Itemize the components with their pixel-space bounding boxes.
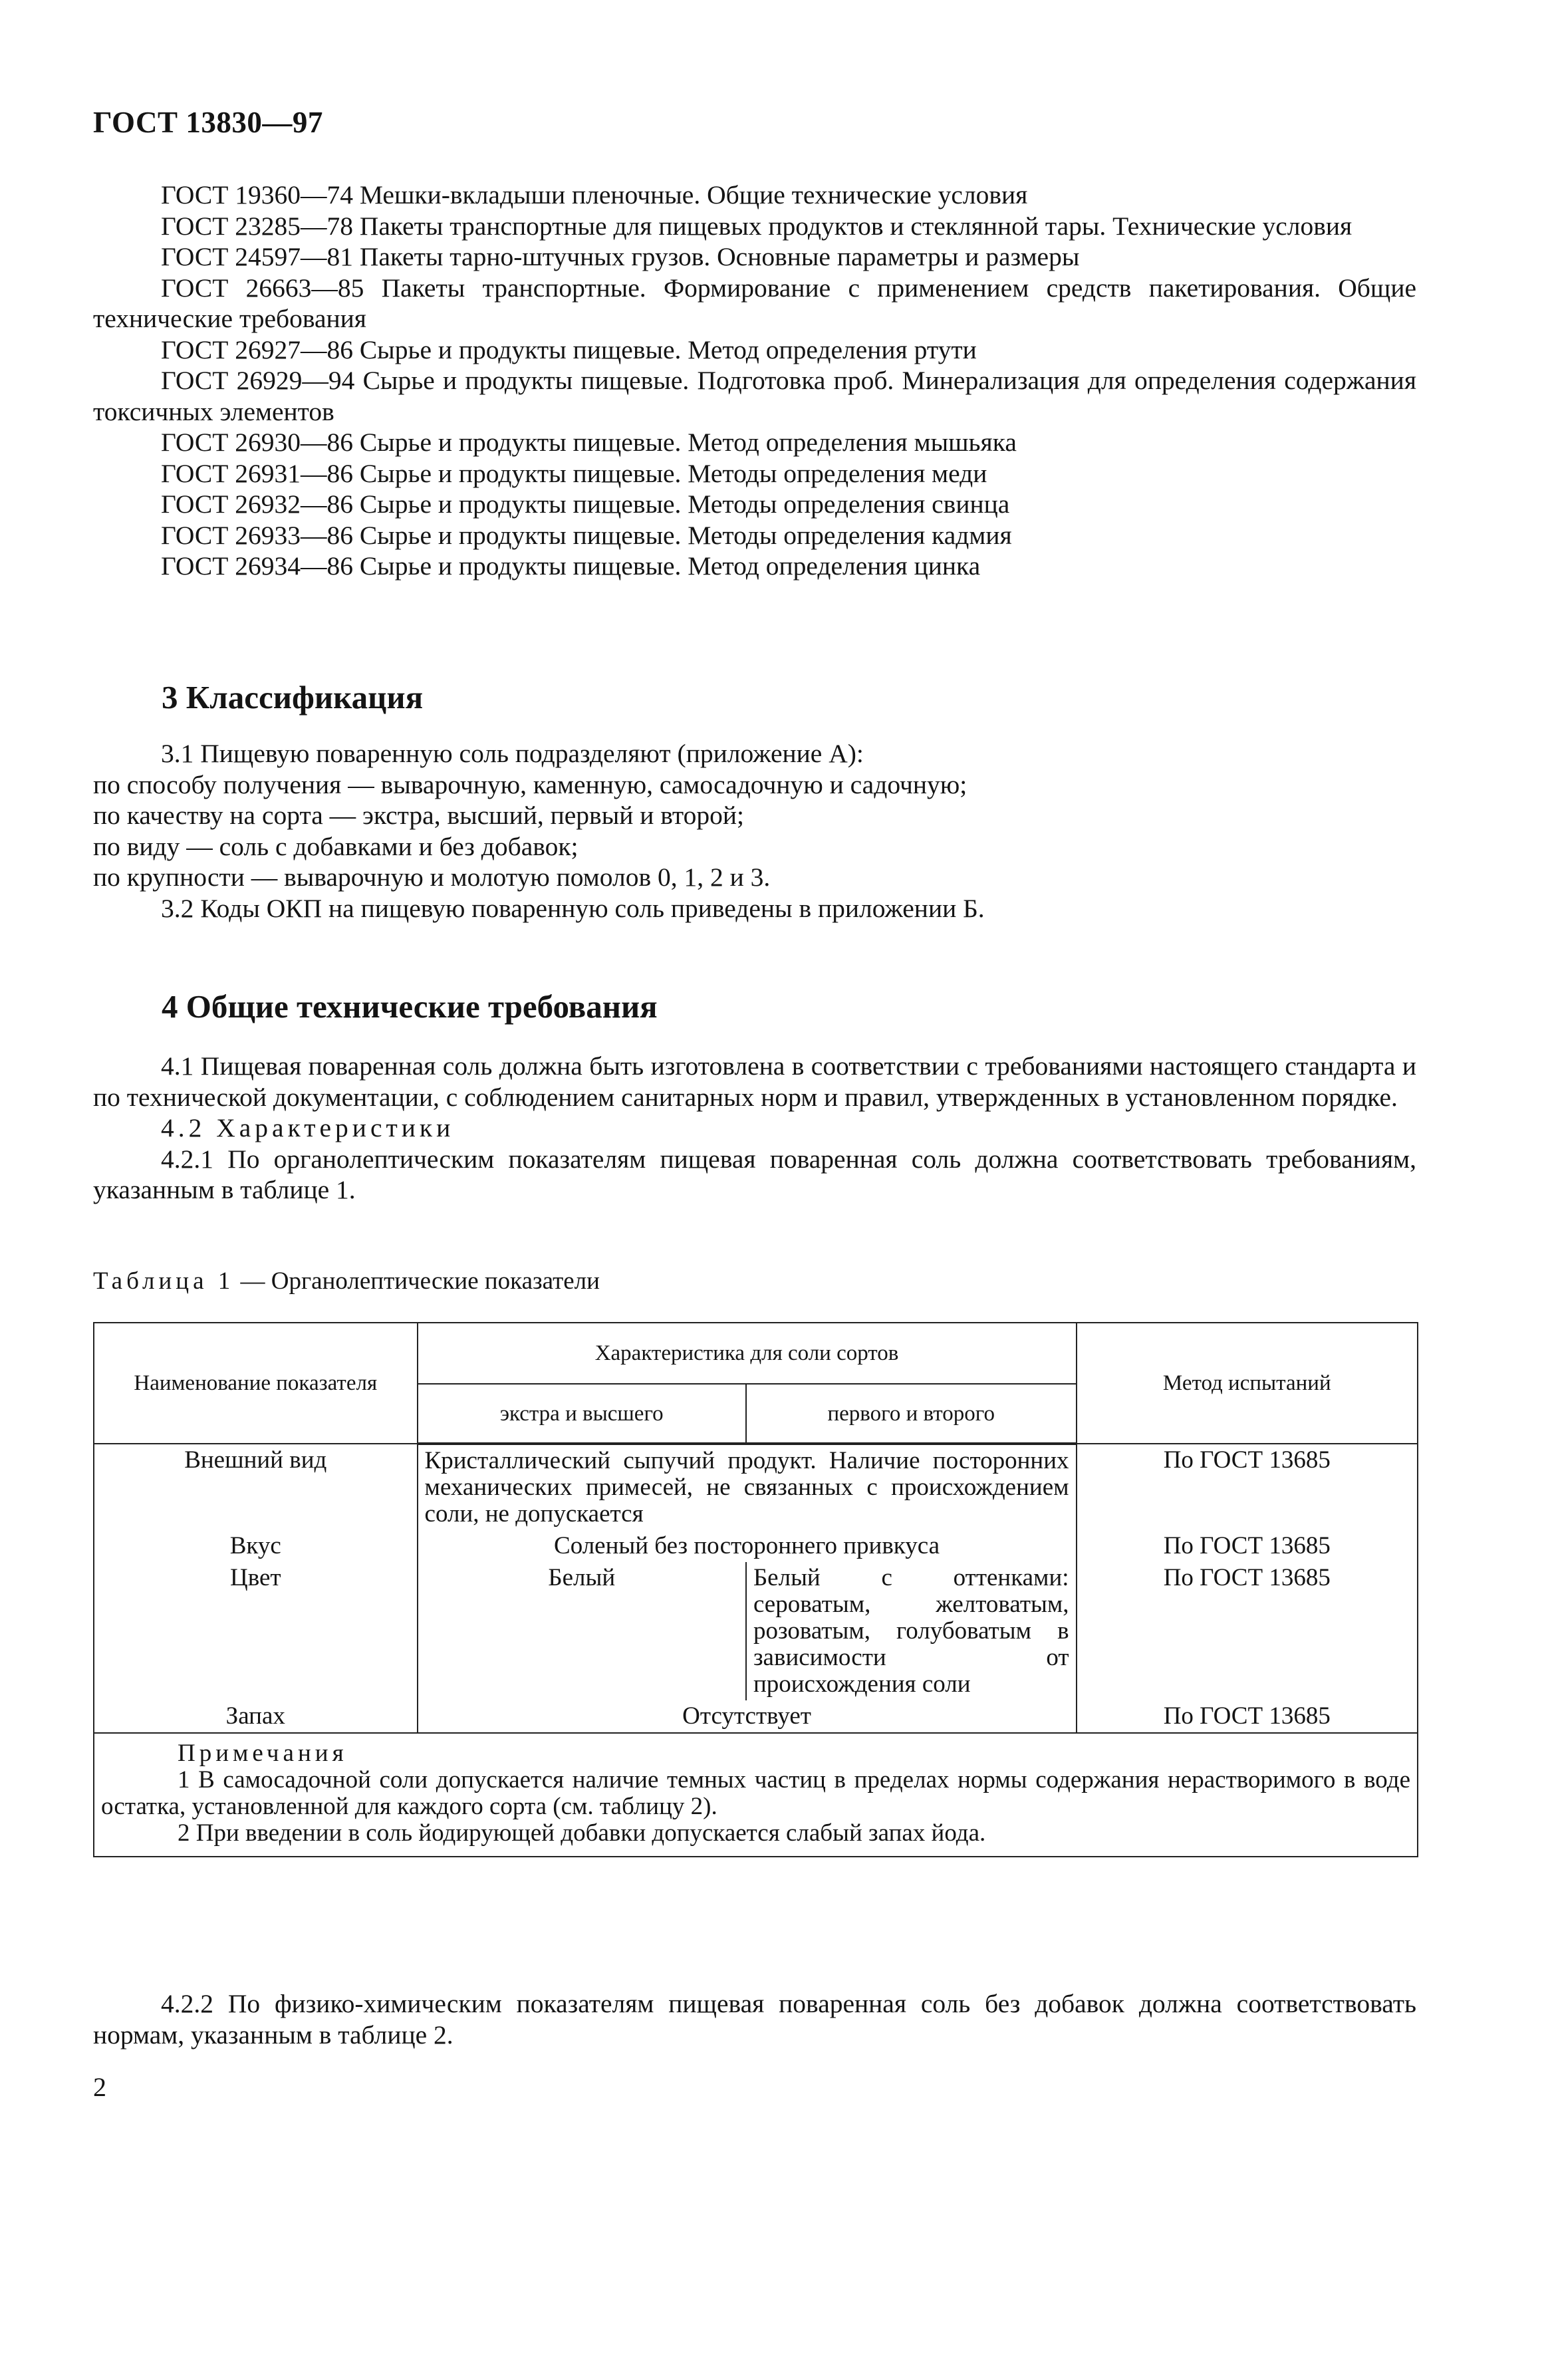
cell-indicator: Вкус [94, 1530, 418, 1562]
section-4-body [93, 1051, 1416, 1206]
clause-4-2-1: 4.2.1 По органолептическим показателям пищевая поваренная соль должна соответствовать требованиям, указанным в таблице 1. [93, 1144, 1416, 1204]
classification-line: по способу получения — выварочную, каменную, самосадочную и садочную; [93, 769, 967, 799]
header-test-method: Метод испытаний [1077, 1323, 1418, 1444]
normative-references [93, 180, 1416, 582]
notes-row [94, 1733, 1418, 1857]
table-1-label: Таблица 1 [93, 1267, 235, 1295]
section-3-body [93, 738, 1416, 924]
classification-line: по крупности — выварочную и молотую помолов 0, 1, 2 и 3. [93, 862, 771, 892]
cell-method: По ГОСТ 13685 [1077, 1562, 1418, 1700]
table-notes [94, 1733, 1418, 1857]
table-row [94, 1562, 1418, 1700]
cell-grade-extra: Белый [418, 1562, 746, 1700]
clause-4-1: 4.1 Пищевая поваренная соль должна быть изготовлена в соответствии с требованиями настоящего стандарта и по технической документации, с соблюдением санитарных норм и правил, утвержденных в установленном порядке. [93, 1051, 1416, 1112]
clause-3-1: 3.1 Пищевую поваренную соль подразделяют (приложение А): [161, 739, 864, 768]
clause-4-2-2: 4.2.2 По физико-химическим показателям пищевая поваренная соль без добавок должна соответствовать нормам, указанным в таблице 2. [93, 1989, 1416, 2049]
header-grade-first: первого и второго [746, 1384, 1077, 1444]
cell-characteristic: Отсутствует [418, 1700, 1077, 1733]
header-characteristic: Характеристика для соли сортов [418, 1323, 1077, 1384]
cell-method: По ГОСТ 13685 [1077, 1700, 1418, 1733]
reference-item: ГОСТ 26929—94 Сырье и продукты пищевые. Подготовка проб. Минерализация для определения содержания токсичных элементов [93, 366, 1416, 426]
cell-characteristic: Кристаллический сыпучий продукт. Наличие посторонних механических примесей, не связанных с происхождением соли, не допускается [418, 1444, 1077, 1530]
cell-characteristic: Соленый без постороннего привкуса [418, 1530, 1077, 1562]
reference-item: ГОСТ 23285—78 Пакеты транспортные для пищевых продуктов и стеклянной тары. Технические условия [161, 211, 1352, 241]
cell-method: По ГОСТ 13685 [1077, 1530, 1418, 1562]
page-number: 2 [93, 2072, 106, 2102]
header-grade-extra: экстра и высшего [418, 1384, 746, 1444]
table-row [94, 1530, 1418, 1562]
reference-item: ГОСТ 24597—81 Пакеты тарно-штучных грузов. Основные параметры и размеры [161, 242, 1080, 271]
section-4-heading: 4 Общие технические требования [162, 988, 658, 1025]
reference-item: ГОСТ 26931—86 Сырье и продукты пищевые. Методы определения меди [161, 458, 987, 488]
clause-4-2: 4.2 Характеристики [161, 1113, 455, 1142]
cell-method: По ГОСТ 13685 [1077, 1444, 1418, 1530]
notes-title: Примечания [178, 1740, 348, 1767]
table-1-caption [93, 1267, 600, 1295]
reference-item: ГОСТ 26663—85 Пакеты транспортные. Формирование с применением средств пакетирования. Общие технические требования [93, 273, 1416, 333]
classification-line: по качеству на сорта — экстра, высший, первый и второй; [93, 801, 745, 830]
table-1-title: — Органолептические показатели [234, 1267, 600, 1295]
reference-item: ГОСТ 26934—86 Сырье и продукты пищевые. Метод определения цинка [161, 551, 981, 581]
organoleptic-table [93, 1322, 1418, 1857]
clause-4-2-2-block [93, 1988, 1416, 2050]
reference-item: ГОСТ 19360—74 Мешки-вкладыши пленочные. Общие технические условия [161, 180, 1028, 209]
header-indicator-name: Наименование показателя [94, 1323, 418, 1444]
classification-line: по виду — соль с добавками и без добавок; [93, 831, 579, 861]
cell-grade-first: Белый с оттенками: сероватым, желтоватым, розоватым, голубоватым в зависимости от происхождения соли [746, 1562, 1077, 1700]
note-item: 1 В самосадочной соли допускается наличие темных частиц в пределах нормы содержания нерастворимого в воде остатка, установленной для каждого сорта (см. таблицу 2). [101, 1766, 1410, 1820]
cell-indicator: Внешний вид [94, 1444, 418, 1530]
table-row [94, 1700, 1418, 1733]
clause-3-2: 3.2 Коды ОКП на пищевую поваренную соль приведены в приложении Б. [161, 893, 985, 923]
reference-item: ГОСТ 26933—86 Сырье и продукты пищевые. Методы определения кадмия [161, 520, 1012, 550]
cell-indicator: Запах [94, 1700, 418, 1733]
cell-indicator: Цвет [94, 1562, 418, 1700]
reference-item: ГОСТ 26932—86 Сырье и продукты пищевые. Методы определения свинца [161, 489, 1010, 519]
section-3-heading: 3 Классификация [162, 679, 424, 716]
reference-item: ГОСТ 26927—86 Сырье и продукты пищевые. Метод определения ртути [161, 334, 977, 364]
table-row [94, 1444, 1418, 1530]
reference-item: ГОСТ 26930—86 Сырье и продукты пищевые. Метод определения мышьяка [161, 428, 1017, 457]
document-header: ГОСТ 13830—97 [93, 106, 323, 139]
note-item: 2 При введении в соль йодирующей добавки допускается слабый запах йода. [178, 1819, 986, 1847]
